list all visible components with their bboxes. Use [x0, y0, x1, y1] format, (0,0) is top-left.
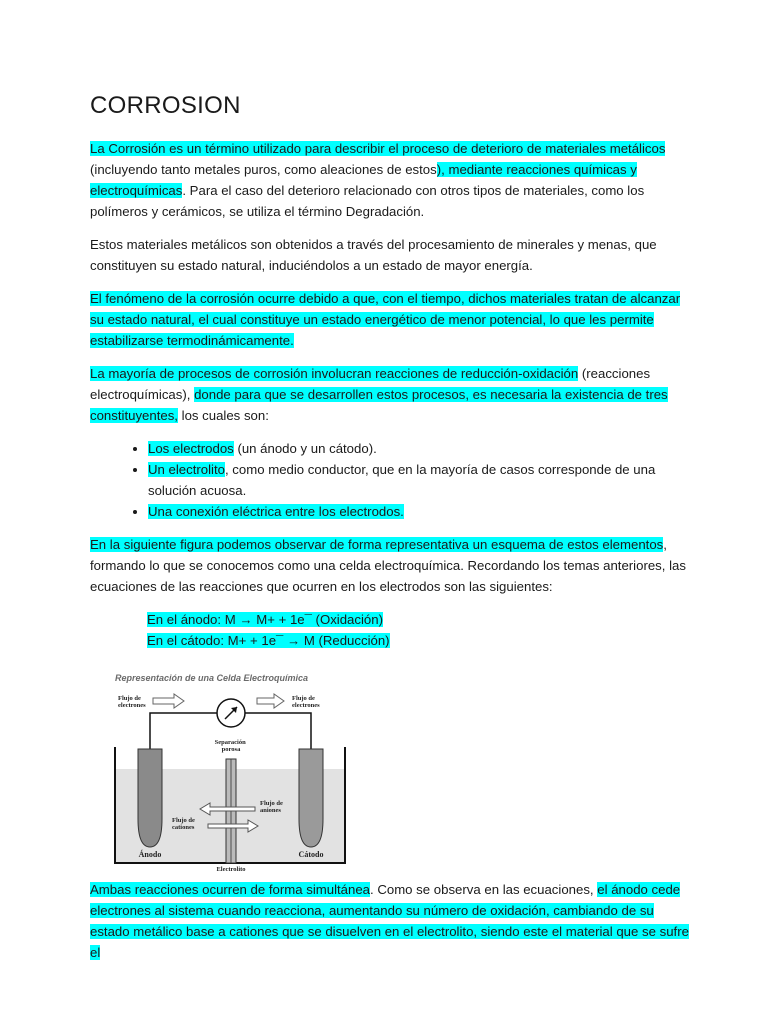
anode-label: Ánodo — [138, 850, 162, 859]
cathode-label: Cátodo — [298, 850, 324, 859]
text-run: (reacciones electroquímicas), — [90, 366, 651, 402]
cell-diagram — [110, 669, 410, 879]
text-run: los cuales son: — [177, 408, 269, 423]
electrolyte-label: Electrolito — [216, 866, 246, 873]
highlighted-text: Ambas reacciones ocurren de forma simultánea — [90, 882, 371, 897]
anode-equation: En el ánodo: M → M+ + 1e¯ (Oxidación) — [147, 612, 383, 627]
wire-left — [150, 713, 217, 749]
paragraph-6 — [90, 879, 690, 963]
page-title: CORROSION — [90, 92, 241, 119]
list-item — [148, 459, 690, 501]
highlighted-text: Los electrodos — [148, 441, 234, 456]
electrochemical-cell-figure — [110, 669, 410, 879]
text-run: (incluyendo tanto metales puros, como aleaciones de estos — [90, 162, 437, 177]
highlighted-text: La mayoría de procesos de corrosión involucran reacciones de reducción-oxidación — [90, 366, 579, 381]
paragraph-2 — [90, 234, 690, 276]
highlighted-text: donde para que se desarrollen estos procesos, es necesaria la existencia de tres constituyentes, — [90, 387, 668, 423]
highlighted-text: Una conexión eléctrica entre los electrodos. — [148, 504, 404, 519]
highlighted-text: ), mediante reacciones químicas y electroquímicas — [90, 162, 637, 198]
text-run: (un ánodo y un cátodo). — [233, 441, 377, 456]
electron-flow-arrow-left-icon — [153, 694, 184, 708]
cation-flow-label: Flujo de cationes — [172, 817, 195, 831]
highlighted-text: el ánodo cede electrones al sistema cuando reacciona, aumentando su número de oxidación, cambiando de su estado metálico base a cationes que se disuelven en el electrolito, siendo este el material que se sufre el — [90, 882, 689, 960]
text-run: . Como se observa en las ecuaciones, — [370, 882, 598, 897]
text-run: Estos materiales metálicos son obtenidos a través del procesamiento de minerales y menas, que constituyen su estado natural, induciéndolos a un estado de mayor energía. — [90, 237, 657, 273]
equations-block — [147, 609, 690, 651]
anode-electrode — [138, 749, 162, 847]
electron-flow-label-right: Flujo de electrones — [292, 695, 320, 709]
text-run: . Para el caso del deterioro relacionado con otros tipos de materiales, como los polímeros y cerámicos, se utiliza el término Degradación. — [90, 183, 645, 219]
highlighted-text: El fenómeno de la corrosión ocurre debido a que, con el tiempo, dichos materiales tratan de alcanzar su estado natural, el cual constituye un estado energético de menor potencial, lo que les permite estabilizarse termodinámicamente. — [90, 291, 681, 348]
cathode-equation: En el cátodo: M+ + 1e¯ → M (Reducción) — [147, 633, 390, 648]
list-item — [148, 438, 690, 459]
list-item — [148, 501, 690, 522]
text-run: , como medio conductor, que en la mayoría de casos corresponde de una solución acuosa. — [148, 462, 656, 498]
document-body — [90, 92, 690, 975]
highlighted-text: La Corrosión es un término utilizado para describir el proceso de deterioro de materiales metálicos — [90, 141, 666, 156]
figure-caption: Representación de una Celda Electroquímica — [115, 673, 309, 683]
highlighted-text: Un electrolito — [148, 462, 225, 477]
text-run: , formando lo que se conocemos como una celda electroquímica. Recordando los temas anteriores, las ecuaciones de las reacciones que ocurren en los electrodos son las siguientes: — [90, 537, 686, 594]
meter-icon — [217, 699, 245, 727]
paragraph-3 — [90, 288, 690, 351]
electron-flow-label-left: Flujo de electrones — [118, 695, 146, 709]
constituents-list — [90, 438, 690, 522]
anion-flow-label: Flujo de aniones — [260, 800, 283, 814]
highlighted-text: En la siguiente figura podemos observar de forma representativa un esquema de estos elementos — [90, 537, 664, 552]
electron-flow-arrow-right-icon — [257, 694, 284, 708]
paragraph-1 — [90, 138, 690, 222]
wire-right — [245, 713, 311, 749]
separator-label: Separación porosa — [214, 739, 246, 753]
paragraph-4 — [90, 363, 690, 426]
cathode-electrode — [299, 749, 323, 847]
paragraph-5 — [90, 534, 690, 597]
